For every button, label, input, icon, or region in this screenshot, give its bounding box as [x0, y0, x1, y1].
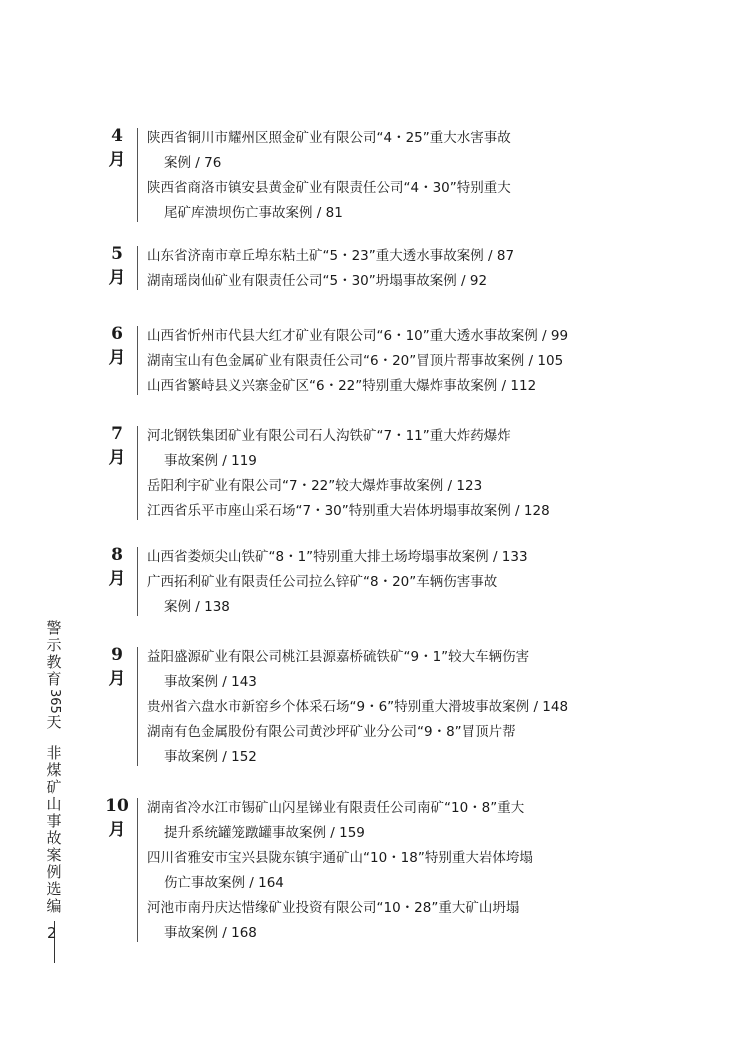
toc-entry[interactable] [147, 896, 647, 946]
toc-entry[interactable] [147, 424, 647, 474]
entry-continuation: 案例 / 76 [164, 155, 222, 171]
month-divider-line [137, 798, 138, 942]
entry-title: 湖南瑶岗仙矿业有限责任公司“5・30”坍塌事故案例 / 92 [147, 273, 488, 289]
toc-entry[interactable] [147, 645, 647, 695]
entry-list [147, 126, 647, 226]
sidebar-subtitle-char: 故 [46, 829, 62, 847]
month-divider-line [137, 128, 138, 222]
month-label [104, 422, 130, 470]
entry-continuation: 事故案例 / 152 [164, 749, 257, 765]
sidebar-subtitle-char: 选 [46, 880, 62, 898]
month-number: 5 [111, 244, 123, 264]
sidebar-subtitle-char: 编 [46, 897, 62, 915]
toc-entry[interactable] [147, 499, 647, 524]
month-character: 月 [108, 669, 126, 689]
sidebar-title-number: 365 [47, 689, 62, 714]
month-character: 月 [108, 150, 126, 170]
toc-entry[interactable] [147, 244, 647, 269]
entry-title: 山西省繁峙县义兴寨金矿区“6・22”特别重大爆炸事故案例 / 112 [147, 378, 537, 394]
sidebar-title-char: 警 [46, 619, 62, 637]
entry-list [147, 244, 647, 294]
sidebar-title-char: 育 [46, 670, 62, 688]
month-label [104, 322, 130, 370]
toc-entry[interactable] [147, 570, 647, 620]
month-character: 月 [108, 448, 126, 468]
toc-entry[interactable] [147, 846, 647, 896]
sidebar-subtitle-char: 山 [46, 795, 62, 813]
month-label [104, 643, 130, 691]
sidebar-title-char: 教 [46, 653, 62, 671]
month-label [104, 124, 130, 172]
sidebar-subtitle-char: 煤 [46, 761, 62, 779]
month-number: 7 [111, 424, 123, 444]
entry-title: 广西拓利矿业有限责任公司拉么锌矿“8・20”车辆伤害事故 [147, 574, 498, 590]
toc-entry[interactable] [147, 349, 647, 374]
month-number: 4 [111, 126, 123, 146]
entry-list [147, 796, 647, 946]
toc-entry[interactable] [147, 474, 647, 499]
toc-entry[interactable] [147, 176, 647, 226]
month-character: 月 [108, 569, 126, 589]
month-character: 月 [108, 268, 126, 288]
month-number: 8 [111, 545, 123, 565]
entry-continuation: 案例 / 138 [164, 599, 230, 615]
toc-entry[interactable] [147, 269, 647, 294]
entry-continuation: 事故案例 / 143 [164, 674, 257, 690]
entry-list [147, 645, 647, 770]
entry-continuation: 事故案例 / 168 [164, 925, 257, 941]
entry-continuation: 伤亡事故案例 / 164 [164, 875, 284, 891]
sidebar-subtitle-char: 案 [46, 846, 62, 864]
sidebar-subtitle-char: 事 [46, 812, 62, 830]
book-title-sidebar [42, 620, 66, 969]
toc-entry[interactable] [147, 796, 647, 846]
entry-list [147, 545, 647, 620]
toc-entry[interactable] [147, 126, 647, 176]
entry-list [147, 424, 647, 524]
entry-title: 岳阳利宇矿业有限公司“7・22”较大爆炸事故案例 / 123 [147, 478, 483, 494]
month-label [104, 242, 130, 290]
entry-continuation: 事故案例 / 119 [164, 453, 257, 469]
entry-title: 湖南有色金属股份有限公司黄沙坪矿业分公司“9・8”冒顶片帮 [147, 724, 516, 740]
entry-title: 陕西省铜川市耀州区照金矿业有限公司“4・25”重大水害事故 [147, 130, 511, 146]
month-character: 月 [108, 820, 126, 840]
month-number: 6 [111, 324, 123, 344]
entry-title: 河池市南丹庆达惜缘矿业投资有限公司“10・28”重大矿山坍塌 [147, 900, 520, 916]
sidebar-subtitle-char: 矿 [46, 778, 62, 796]
month-divider-line [137, 647, 138, 766]
month-label [104, 543, 130, 591]
toc-entry[interactable] [147, 720, 647, 770]
entry-title: 四川省雅安市宝兴县陇东镇宇通矿山“10・18”特别重大岩体垮塌 [147, 850, 533, 866]
entry-title: 山东省济南市章丘埠东粘土矿“5・23”重大透水事故案例 / 87 [147, 248, 515, 264]
toc-entry[interactable] [147, 374, 647, 399]
entry-title: 山西省忻州市代县大红才矿业有限公司“6・10”重大透水事故案例 / 99 [147, 328, 569, 344]
toc-entry[interactable] [147, 545, 647, 570]
toc-entry[interactable] [147, 695, 647, 720]
month-divider-line [137, 426, 138, 520]
month-divider-line [137, 246, 138, 290]
entry-title: 陕西省商洛市镇安县黄金矿业有限责任公司“4・30”特别重大 [147, 180, 511, 196]
entry-continuation: 提升系统罐笼蹾罐事故案例 / 159 [164, 825, 365, 841]
month-divider-line [137, 547, 138, 616]
sidebar-subtitle-char: 例 [46, 863, 62, 881]
sidebar-title-char: 示 [46, 636, 62, 654]
entry-title: 益阳盛源矿业有限公司桃江县源嘉桥硫铁矿“9・1”较大车辆伤害 [147, 649, 530, 665]
page-number: 2 [47, 924, 57, 942]
entry-list [147, 324, 647, 399]
sidebar-spacer [42, 731, 66, 745]
entry-title: 山西省娄烦尖山铁矿“8・1”特别重大排土场垮塌事故案例 / 133 [147, 549, 528, 565]
entry-title: 河北钢铁集团矿业有限公司石人沟铁矿“7・11”重大炸药爆炸 [147, 428, 511, 444]
sidebar-subtitle-char: 非 [46, 744, 62, 762]
entry-continuation: 尾矿库溃坝伤亡事故案例 / 81 [164, 205, 343, 221]
month-number: 9 [111, 645, 123, 665]
sidebar-title-char: 天 [46, 713, 62, 731]
entry-title: 湖南省冷水江市锡矿山闪星锑业有限责任公司南矿“10・8”重大 [147, 800, 525, 816]
toc-entry[interactable] [147, 324, 647, 349]
month-character: 月 [108, 348, 126, 368]
month-number: 10 [105, 796, 129, 816]
month-label [104, 794, 130, 842]
entry-title: 湖南宝山有色金属矿业有限责任公司“6・20”冒顶片帮事故案例 / 105 [147, 353, 564, 369]
month-divider-line [137, 326, 138, 395]
entry-title: 贵州省六盘水市新窑乡个体采石场“9・6”特别重大滑坡事故案例 / 148 [147, 699, 569, 715]
entry-title: 江西省乐平市座山采石场“7・30”特别重大岩体坍塌事故案例 / 128 [147, 503, 550, 519]
